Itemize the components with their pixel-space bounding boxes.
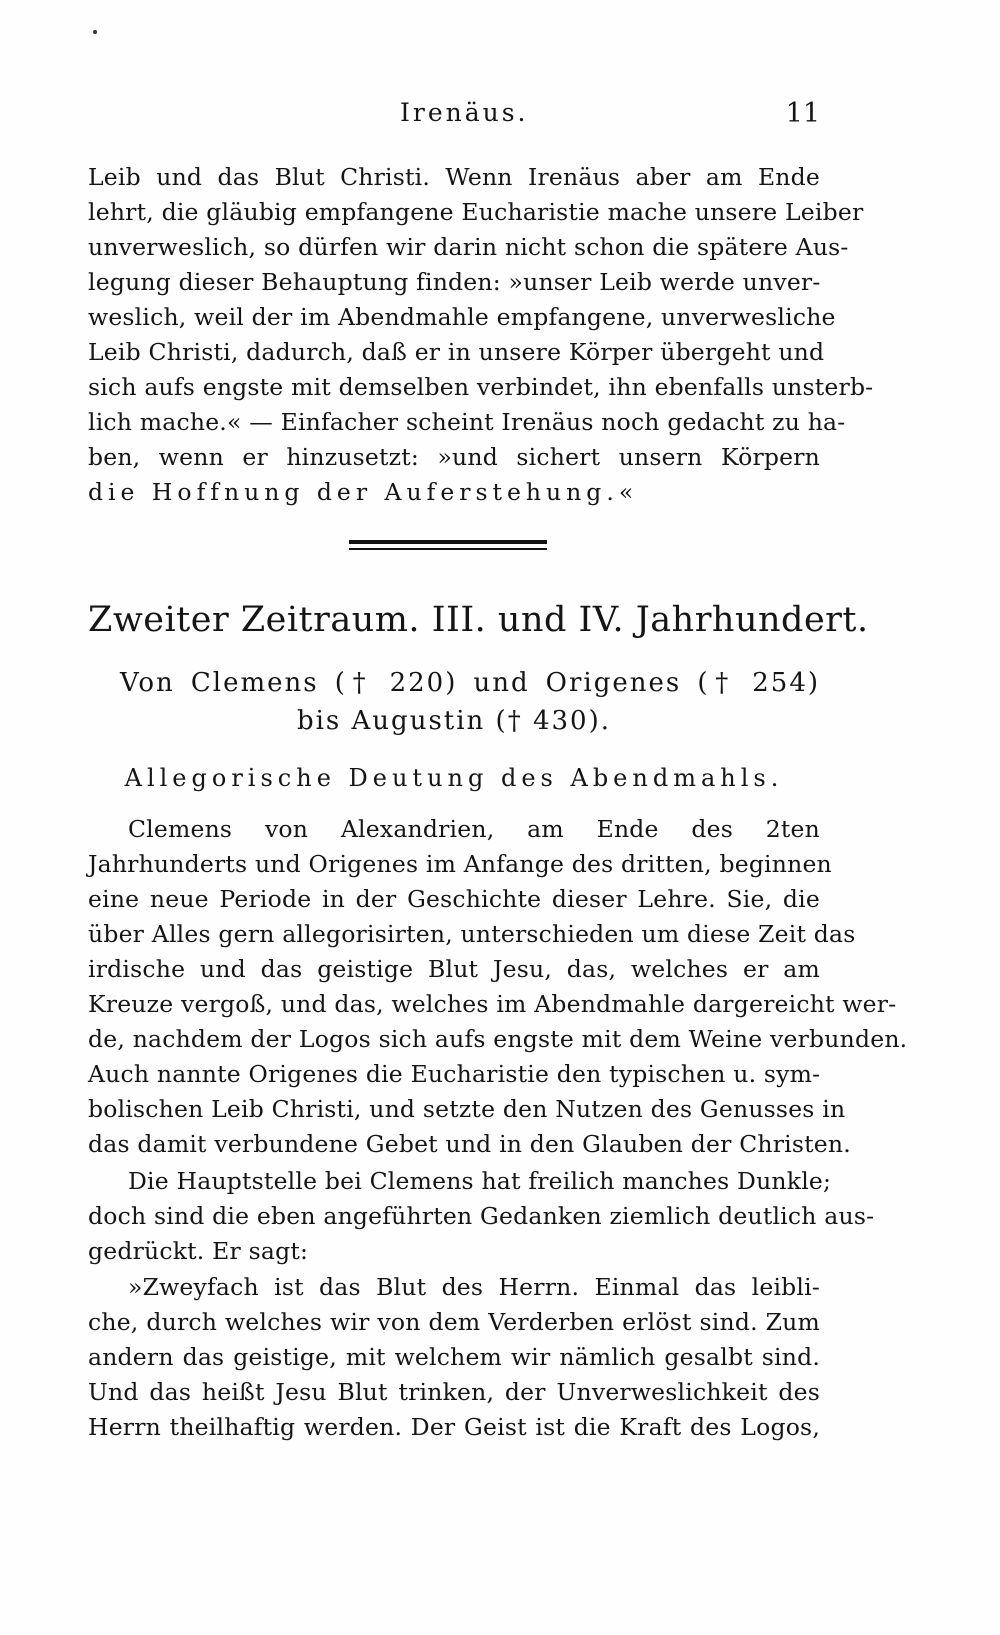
section-divider-thin bbox=[349, 548, 547, 550]
text-line: de, nachdem der Logos sich aufs engste mit dem Weine verbunden. bbox=[88, 1025, 908, 1053]
section-title: Zweiter Zeitraum. III. und IV. Jahrhundert. bbox=[88, 600, 869, 640]
page-number: 11 bbox=[785, 98, 820, 129]
text-line: Clemens von Alexandrien, am Ende des 2ten bbox=[128, 815, 820, 843]
paragraph-hauptstelle bbox=[88, 1164, 875, 1269]
text-line: Kreuze vergoß, und das, welches im Abendmahle dargereicht wer- bbox=[88, 990, 897, 1018]
text-line: über Alles gern allegorisirten, unterschieden um diese Zeit das bbox=[88, 920, 856, 948]
text-line: sich aufs engste mit demselben verbindet, ihn ebenfalls unsterb- bbox=[88, 373, 874, 401]
text-line: Auch nannte Origenes die Eucharistie den typischen u. sym- bbox=[88, 1060, 821, 1088]
text-line: Die Hauptstelle bei Clemens hat freilich manches Dunkle; bbox=[128, 1167, 832, 1195]
running-head: Irenäus. bbox=[400, 98, 529, 127]
chapter-title: Allegorische Deutung des Abendmahls. bbox=[124, 764, 784, 792]
text-line: die Hoffnung der Auferstehung.« bbox=[88, 478, 639, 506]
text-line: gedrückt. Er sagt: bbox=[88, 1237, 309, 1265]
text-line: unverweslich, so dürfen wir darin nicht schon die spätere Aus- bbox=[88, 233, 849, 261]
text-line: che, durch welches wir von dem Verderben erlöst sind. Zum bbox=[88, 1308, 820, 1336]
text-line: das damit verbundene Gebet und in den Glauben der Christen. bbox=[88, 1130, 851, 1158]
text-line: »Zweyfach ist das Blut des Herrn. Einmal das leibli- bbox=[128, 1273, 820, 1301]
text-line: lich mache.« — Einfacher scheint Irenäus noch gedacht zu ha- bbox=[88, 408, 846, 436]
paragraph-clemens-origenes bbox=[88, 812, 908, 1162]
text-line: legung dieser Behauptung finden: »unser Leib werde unver- bbox=[88, 268, 821, 296]
paragraph-quote bbox=[88, 1270, 820, 1445]
section-subtitle-line2: bis Augustin († 430). bbox=[296, 706, 612, 736]
text-line: Und das heißt Jesu Blut trinken, der Unverweslichkeit des bbox=[88, 1378, 820, 1406]
text-line: andern das geistige, mit welchem wir nämlich gesalbt sind. bbox=[88, 1343, 820, 1371]
text-line: Leib und das Blut Christi. Wenn Irenäus aber am Ende bbox=[88, 163, 820, 191]
paragraph-irenaeus bbox=[88, 160, 874, 510]
text-line: lehrt, die gläubig empfangene Eucharistie mache unsere Leiber bbox=[88, 198, 864, 226]
ink-speck bbox=[93, 30, 97, 34]
section-subtitle-line1: Von Clemens († 220) und Origenes († 254) bbox=[120, 668, 820, 698]
page-header bbox=[88, 98, 820, 138]
text-line: Leib Christi, dadurch, daß er in unsere Körper übergeht und bbox=[88, 338, 825, 366]
text-line: Herrn theilhaftig werden. Der Geist ist die Kraft des Logos, bbox=[88, 1413, 820, 1441]
text-line: doch sind die eben angeführten Gedanken ziemlich deutlich aus- bbox=[88, 1202, 875, 1230]
text-line: irdische und das geistige Blut Jesu, das, welches er am bbox=[88, 955, 820, 983]
text-line: Jahrhunderts und Origenes im Anfange des dritten, beginnen bbox=[88, 850, 832, 878]
section-divider-thick bbox=[349, 540, 547, 544]
text-line: weslich, weil der im Abendmahle empfangene, unverwesliche bbox=[88, 303, 836, 331]
text-line: ben, wenn er hinzusetzt: »und sichert unsern Körpern bbox=[88, 443, 820, 471]
text-line: eine neue Periode in der Geschichte dieser Lehre. Sie, die bbox=[88, 885, 820, 913]
text-line: bolischen Leib Christi, und setzte den Nutzen des Genusses in bbox=[88, 1095, 846, 1123]
